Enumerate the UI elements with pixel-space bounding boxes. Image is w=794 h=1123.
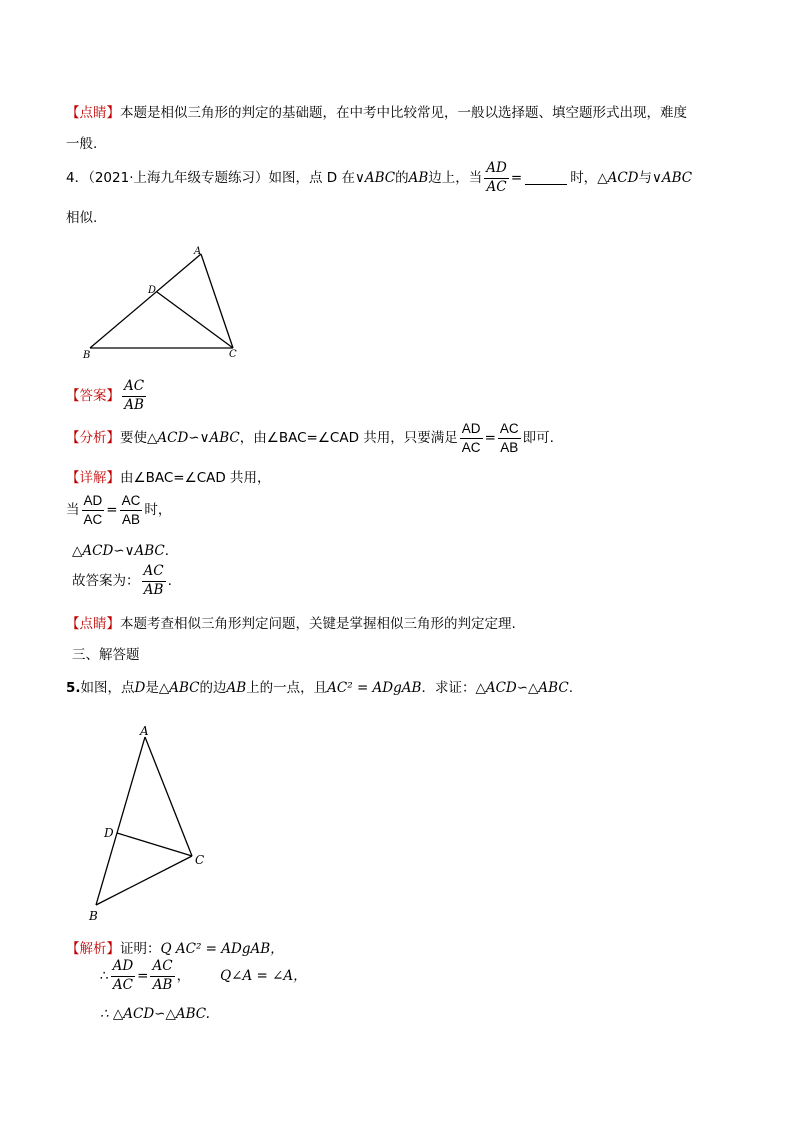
- q4-tri-abc: ∨ABC: [354, 170, 396, 186]
- fenxi-line: [66, 418, 554, 458]
- q5-ab: AB: [226, 680, 247, 696]
- dianjing-tag: 【点睛】: [66, 105, 120, 121]
- xiangjie-line2: [66, 490, 171, 530]
- xiangjie-answer-end: .: [167, 573, 172, 589]
- xiangjie-line2-prefix: 当: [66, 502, 80, 518]
- jiexi-tag: 【解析】: [66, 941, 120, 957]
- xiangjie-text: 由∠BAC=∠CAD 共用，: [120, 470, 271, 486]
- q4-line2: 相似.: [66, 210, 98, 226]
- section-3-title: 三、解答题: [72, 647, 140, 663]
- fig5-label-d: D: [104, 826, 114, 840]
- fig5-label-c: C: [195, 853, 205, 867]
- q5-text-c: 的边: [199, 680, 227, 696]
- fenxi-fraction-2: $\frac{AC}{AB}$: [499, 420, 519, 455]
- jiexi-angle-a: Q∠A = ∠A，: [220, 968, 307, 984]
- fig5-side-ac: [145, 737, 192, 856]
- xiangjie-line4: [72, 561, 172, 601]
- fig4-label-d: D: [148, 285, 157, 296]
- jiexi-line3: [100, 1006, 210, 1022]
- fig5-side-ab: [96, 737, 145, 905]
- q5-text-a: 如图，点: [80, 680, 135, 696]
- q5-end: .: [568, 680, 573, 696]
- q4-text-e: 与: [638, 170, 652, 186]
- fig5-label-a: A: [140, 724, 149, 738]
- xiangjie-eq: =: [106, 502, 118, 518]
- figure-4-triangle: [78, 242, 248, 362]
- q4-answer-blank[interactable]: [525, 171, 567, 185]
- q4-text-b: 的: [395, 170, 409, 186]
- jiexi-eq: =: [137, 968, 149, 984]
- fenxi-fraction-1: $\frac{AD}{AC}$: [461, 420, 481, 455]
- answer-tag: 【答案】: [66, 388, 120, 404]
- q4-number: 4．: [66, 170, 89, 186]
- xiangjie-line3: [72, 539, 178, 559]
- q5-condition: AC² = ADgAB: [327, 680, 422, 696]
- jiexi-fraction-2: $\frac{AC}{AB}$: [152, 957, 173, 993]
- jiexi-fraction-1: $\frac{AD}{AC}$: [112, 957, 134, 993]
- fig4-segment-dc: [157, 292, 233, 348]
- q5-point-d: D: [134, 680, 146, 696]
- xiangjie-line3-end: ．: [164, 543, 179, 559]
- jiexi-comma: ，: [176, 968, 191, 984]
- fig5-label-b: B: [89, 909, 98, 923]
- q4-fraction: $\frac{AD}{AC}$: [486, 159, 507, 195]
- xiangjie-fraction-1: $\frac{AD}{AC}$: [83, 492, 103, 527]
- q5-number: 5.: [66, 680, 81, 696]
- fenxi-expr: △ACD∽∨ABC: [147, 430, 240, 446]
- dianjing-text-line1: 本题是相似三角形的判定的基础题，在中考中比较常见，一般以选择题、填空题形式出现，难度: [120, 105, 687, 121]
- q4-ab: AB: [408, 170, 429, 186]
- jiexi-conclusion: ∴ △ACD∽△ABC.: [100, 1006, 210, 1022]
- question-4: [66, 160, 692, 196]
- question-5: [66, 676, 573, 696]
- fenxi-eq: =: [484, 430, 496, 446]
- q5-text-e: ．求证：: [421, 680, 476, 696]
- jiexi-given: Q AC² = ADgAB，: [160, 941, 284, 957]
- dianjing-1: [66, 101, 687, 121]
- fenxi-text-c: 即可.: [522, 430, 554, 446]
- answer-fraction: $\frac{AC}{AB}$: [124, 377, 145, 413]
- dianjing2-text: 本题考查相似三角形判定问题，关键是掌握相似三角形的判定定理.: [120, 616, 516, 632]
- xiangjie-line2-suffix: 时，: [144, 502, 172, 518]
- xiangjie-answer-prefix: 故答案为：: [72, 573, 140, 589]
- fenxi-text-a: 要使: [120, 430, 147, 446]
- fig4-label-b: B: [83, 350, 91, 361]
- q4-eq: =: [510, 170, 523, 186]
- q5-text-b: 是: [145, 680, 159, 696]
- xiangjie-line1: [66, 466, 271, 486]
- q4-source: （2021·上海九年级专题练习）: [88, 170, 269, 186]
- fig4-label-c: C: [229, 349, 237, 360]
- jiexi-therefore-1: ∴: [100, 968, 109, 984]
- q4-text-d: 时，: [570, 170, 598, 186]
- fenxi-tag: 【分析】: [66, 430, 120, 446]
- jiexi-line2: [100, 956, 307, 996]
- xiangjie-conclusion: △ACD∽∨ABC: [72, 543, 165, 559]
- fig5-side-bc: [96, 856, 192, 905]
- xiangjie-tag: 【详解】: [66, 470, 120, 486]
- fig4-label-a: A: [194, 246, 202, 257]
- q5-conclusion: △ACD∽△ABC: [475, 680, 569, 696]
- q4-text-c: 边上，当: [428, 170, 483, 186]
- q4-tri-abc2: ∨ABC: [651, 170, 693, 186]
- dianjing-2: [66, 612, 516, 632]
- fig5-segment-dc: [117, 833, 192, 856]
- dianjing-text-line2: 一般.: [66, 136, 98, 152]
- fenxi-text-b: ，由∠BAC=∠CAD 共用，只要满足: [239, 430, 458, 446]
- q4-text-a: 如图，点 D 在: [268, 170, 355, 186]
- q5-triangle: △ABC: [158, 680, 200, 696]
- q4-tri-acd: △ACD: [597, 170, 639, 186]
- answer-line: [66, 376, 148, 416]
- jiexi-line1: [66, 937, 284, 957]
- fig4-side-ac: [201, 254, 233, 348]
- q5-text-d: 上的一点，且: [246, 680, 328, 696]
- figure-5-triangle: [82, 718, 212, 926]
- dianjing2-tag: 【点睛】: [66, 616, 120, 632]
- xiangjie-fraction-2: $\frac{AC}{AB}$: [121, 492, 141, 527]
- jiexi-proof-label: 证明：: [120, 941, 161, 957]
- xiangjie-fraction-3: $\frac{AC}{AB}$: [143, 562, 164, 598]
- fig4-side-ab: [90, 254, 201, 348]
